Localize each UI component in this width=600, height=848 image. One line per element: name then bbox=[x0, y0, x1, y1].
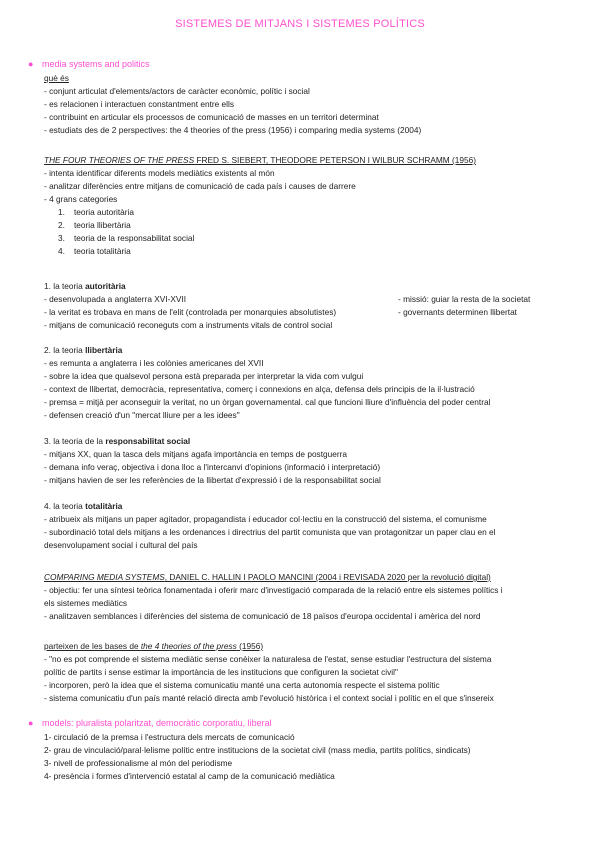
intro-line: - conjunt articulat d'elements/actors de caràcter econòmic, polític i social bbox=[44, 86, 310, 96]
intro-line: - contribuint en articular els processos de comunicació de masses en un territori determinat bbox=[44, 112, 379, 122]
intro-block bbox=[44, 72, 564, 137]
theory-heading: 4. la teoria totalitària bbox=[44, 501, 123, 511]
list-item: 3. teoria de la responsabilitat social bbox=[58, 233, 195, 243]
section-heading-label: models: pluralista polaritzat, democràtic corporatiu, liberal bbox=[42, 718, 272, 728]
theory-line: desenvolupament social i cultural del país bbox=[44, 540, 198, 550]
four-theories-line: - analitzar diferències entre mitjans de comunicació de cada país i causes de darrere bbox=[44, 181, 356, 191]
theory-totalitarian-block bbox=[44, 500, 564, 552]
theory-line: - context de llibertat, democràcia, representativa, comerç i connexions en alça, defensa dels principis de la il·lustració bbox=[44, 384, 475, 394]
models-line: 4- presència i formes d'intervenció estatal al camp de la comunicació mediàtica bbox=[44, 771, 335, 781]
theory-line: - atribueix als mitjans un paper agitador, propagandista i educador col·lectiu en la construcció del sistema, el comunisme bbox=[44, 514, 487, 524]
theory-line: - la veritat es trobava en mans de l'elit (controlada per monarquies absolutistes) bbox=[44, 307, 337, 317]
theory-authoritarian-block bbox=[44, 280, 564, 332]
section-heading-media-systems bbox=[28, 58, 150, 71]
bases-line: polític de partits i sense estimar la importància de les institucions que configuren la societat civil" bbox=[44, 667, 398, 677]
intro-line: - es relacionen i interactuen constantment entre ells bbox=[44, 99, 235, 109]
four-theories-title-authors: FRED S. SIEBERT, THEODORE PETERSON I WILBUR SCHRAMM (1956) bbox=[194, 155, 476, 165]
theory-line: - desenvolupada a anglaterra XVI-XVII bbox=[44, 294, 187, 304]
comparing-media-systems-block bbox=[44, 571, 564, 623]
theory-line: - es remunta a anglaterra i les colònies americanes del XVII bbox=[44, 358, 264, 368]
models-block bbox=[44, 731, 564, 783]
four-theories-title bbox=[44, 154, 564, 167]
list-item: 2. teoria llibertària bbox=[58, 220, 131, 230]
intro-heading: què és bbox=[44, 73, 69, 83]
four-theories-line: - intenta identificar diferents models mediàtics existents al món bbox=[44, 168, 275, 178]
bases-line: - incorporen, però la idea que el sistema comunicatiu manté una certa autonomia respecte el sistema polític bbox=[44, 680, 440, 690]
theory-line: - demana info veraç, objectiva i dona lloc a l'intercanvi d'opinions (informació i interpretació) bbox=[44, 462, 381, 472]
theory-heading: 2. la teoria llibertària bbox=[44, 345, 123, 355]
theory-line: - mitjans havien de ser les referències de la llibertat d'expressió i de la responsabilitat social bbox=[44, 475, 381, 485]
theory-line: - defensen creació d'un "mercat lliure per a les idees" bbox=[44, 410, 240, 420]
section-heading-label: media systems and politics bbox=[42, 59, 150, 69]
theory-line: - premsa = mitjà per aconseguir la veritat, no un òrgan governamental. cal que funcioni lliure d'influència del poder central bbox=[44, 397, 491, 407]
intro-line: - estudiats des de 2 perspectives: the 4 theories of the press (1956) i comparing media systems (2004) bbox=[44, 125, 422, 135]
four-theories-title-italic: THE FOUR THEORIES OF THE PRESS bbox=[44, 155, 195, 165]
theory-social-responsibility-block bbox=[44, 435, 564, 487]
theory-line: - missió: guiar la resta de la societat bbox=[398, 294, 531, 304]
theory-heading: 3. la teoria de la responsabilitat social bbox=[44, 436, 191, 446]
theory-line: - governants determinen llibertat bbox=[398, 307, 517, 317]
list-item: 1. teoria autoritària bbox=[58, 207, 134, 217]
four-theories-line: - 4 grans categories bbox=[44, 194, 118, 204]
four-theories-block bbox=[44, 154, 564, 258]
bullet-dot-icon: ● bbox=[28, 718, 34, 728]
bases-line: - "no es pot comprende el sistema mediàtic sense conèixer la naturalesa de l'estat, sense estudiar l'estructura del sistema bbox=[44, 654, 492, 664]
theory-libertarian-block bbox=[44, 344, 564, 422]
bases-block bbox=[44, 640, 564, 705]
theory-heading: 1. la teoria autoritària bbox=[44, 281, 126, 291]
cms-line: els sistemes mediàtics bbox=[44, 598, 127, 608]
theory-line: - mitjans XX, quan la tasca dels mitjans agafa importància en temps de postguerra bbox=[44, 449, 347, 459]
cms-title: COMPARING MEDIA SYSTEMS, DANIEL C. HALLIN I PAOLO MANCINI (2004 i REVISADA 2020 per la revolució digital) bbox=[44, 572, 491, 582]
models-line: 1- circulació de la premsa i l'estructura dels mercats de comunicació bbox=[44, 732, 295, 742]
section-heading-models bbox=[28, 717, 272, 730]
page-title: SISTEMES DE MITJANS I SISTEMES POLÍTICS bbox=[175, 18, 425, 30]
theory-line: - mitjans de comunicació reconeguts com a instruments vitals de control social bbox=[44, 320, 333, 330]
models-line: 2- grau de vinculació/paral·lelisme polític entre institucions de la societat civil (mass media, partits polítics, sindicats) bbox=[44, 745, 471, 755]
bases-title: parteixen de les bases de the 4 theories of the press (1956) bbox=[44, 641, 264, 651]
theory-line: - sobre la idea que qualsevol persona està preparada per interpretar la vida com vulgui bbox=[44, 371, 364, 381]
models-line: 3- nivell de professionalisme al món del periodisme bbox=[44, 758, 233, 768]
theory-line: - subordinació total dels mitjans a les ordenances i directrius del partit comunista que van protagonitzar un paper clau en el bbox=[44, 527, 496, 537]
list-item: 4. teoria totalitària bbox=[58, 246, 131, 256]
bullet-dot-icon: ● bbox=[28, 59, 34, 69]
cms-line: - objectiu: fer una síntesi teòrica fonamentada i oferir marc d'investigació comparada de la relació entre els sistemes polítics i bbox=[44, 585, 503, 595]
categories-list bbox=[44, 206, 564, 258]
theory-right-column bbox=[398, 293, 530, 319]
bases-line: - sistema comunicatiu d'un país manté relació directa amb l'evolució històrica i el context social i polític en el que s'insereix bbox=[44, 693, 494, 703]
cms-line: - analitzaven semblances i diferències del sistema de comunicació de 18 països d'europa occidental i amèrica del nord bbox=[44, 611, 481, 621]
